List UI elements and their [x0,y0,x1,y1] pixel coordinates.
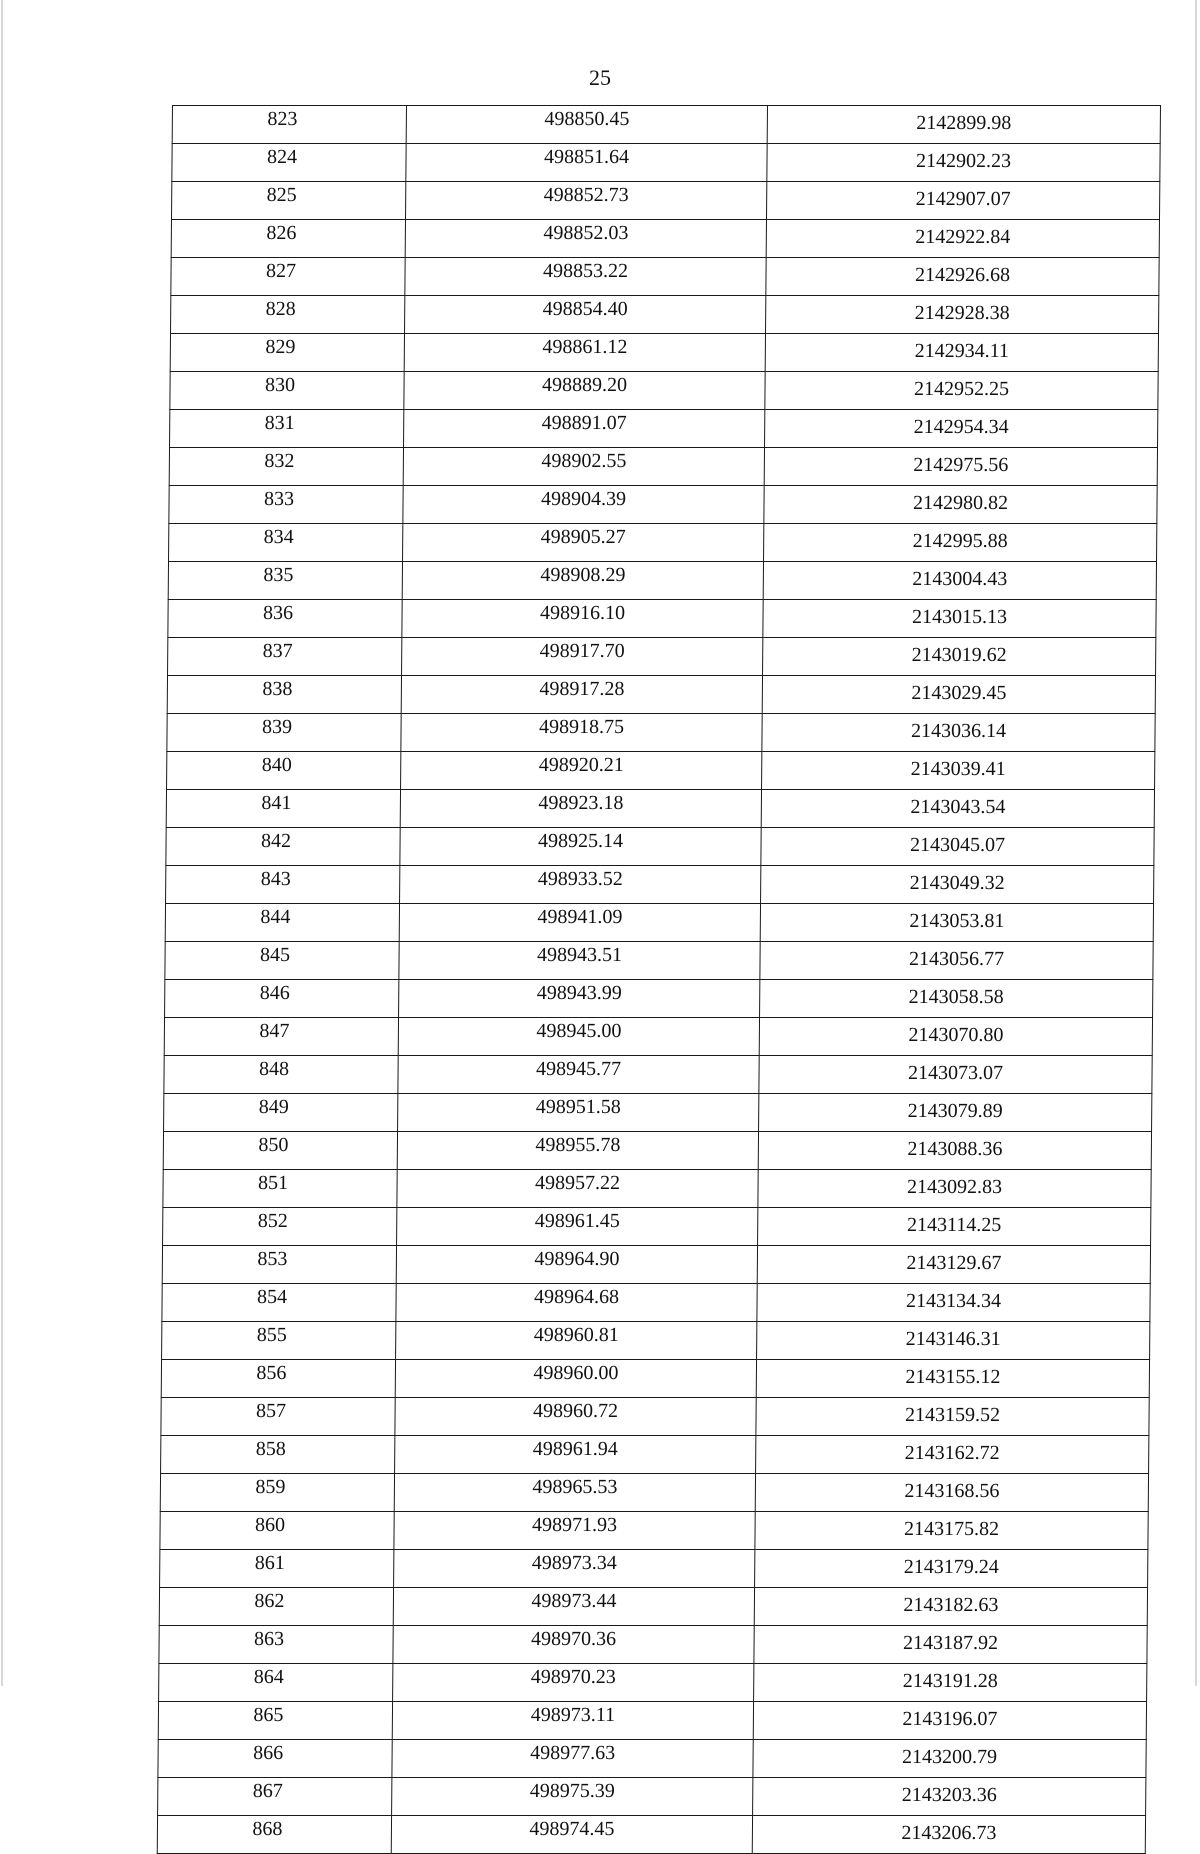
x-coordinate-cell: 498975.39 [392,1778,753,1816]
point-number-cell: 844 [165,904,399,942]
y-coordinate-cell: 2143070.80 [759,1018,1152,1056]
table-row [167,714,1155,752]
point-number-cell: 843 [166,866,400,904]
point-number-cell: 855 [162,1322,396,1360]
x-coordinate-cell: 498917.70 [402,638,763,676]
point-number-cell: 828 [171,296,405,334]
x-coordinate-cell: 498945.77 [398,1056,759,1094]
point-number-cell: 859 [160,1474,394,1512]
point-number-cell: 851 [163,1170,397,1208]
point-number-cell: 842 [166,828,400,866]
table-row [167,676,1155,714]
table-row [164,1018,1152,1056]
y-coordinate-cell: 2143056.77 [760,942,1153,980]
point-number-cell: 861 [160,1550,394,1588]
y-coordinate-cell: 2143206.73 [752,1816,1145,1854]
y-coordinate-cell: 2143129.67 [757,1246,1150,1284]
table-row [169,524,1157,562]
point-number-cell: 849 [164,1094,398,1132]
point-number-cell: 863 [159,1626,393,1664]
table-row [163,1170,1151,1208]
table-row [168,638,1156,676]
table-row [168,562,1156,600]
table-row [157,1816,1145,1854]
table-row [170,372,1158,410]
x-coordinate-cell: 498851.64 [406,144,767,182]
y-coordinate-cell: 2143114.25 [758,1208,1151,1246]
table-row [171,296,1159,334]
point-number-cell: 850 [163,1132,397,1170]
table-row [158,1702,1146,1740]
y-coordinate-cell: 2142954.34 [765,410,1158,448]
point-number-cell: 845 [165,942,399,980]
x-coordinate-cell: 498960.72 [395,1398,756,1436]
point-number-cell: 835 [168,562,402,600]
y-coordinate-cell: 2142899.98 [767,106,1160,144]
coordinate-table-body [157,106,1160,1854]
x-coordinate-cell: 498850.45 [406,106,767,144]
x-coordinate-cell: 498861.12 [404,334,765,372]
table-row [164,1094,1152,1132]
y-coordinate-cell: 2143058.58 [760,980,1153,1018]
point-number-cell: 866 [158,1740,392,1778]
y-coordinate-cell: 2143182.63 [754,1588,1147,1626]
x-coordinate-cell: 498964.90 [396,1246,757,1284]
table-row [158,1740,1146,1778]
table-row [161,1398,1149,1436]
point-number-cell: 868 [157,1816,391,1854]
table-row [164,1056,1152,1094]
y-coordinate-cell: 2142902.23 [767,144,1160,182]
y-coordinate-cell: 2143196.07 [753,1702,1146,1740]
x-coordinate-cell: 498960.81 [396,1322,757,1360]
y-coordinate-cell: 2143162.72 [756,1436,1149,1474]
y-coordinate-cell: 2143049.32 [761,866,1154,904]
point-number-cell: 846 [165,980,399,1018]
x-coordinate-cell: 498852.03 [405,220,766,258]
x-coordinate-cell: 498973.11 [392,1702,753,1740]
y-coordinate-cell: 2143159.52 [756,1398,1149,1436]
table-row [159,1664,1147,1702]
point-number-cell: 853 [162,1246,396,1284]
table-row [170,410,1158,448]
y-coordinate-cell: 2143015.13 [763,600,1156,638]
x-coordinate-cell: 498961.94 [395,1436,756,1474]
x-coordinate-cell: 498917.28 [401,676,762,714]
x-coordinate-cell: 498941.09 [399,904,760,942]
table-row [160,1474,1148,1512]
y-coordinate-cell: 2142934.11 [765,334,1158,372]
x-coordinate-cell: 498853.22 [405,258,766,296]
y-coordinate-cell: 2143019.62 [763,638,1156,676]
table-row [160,1550,1148,1588]
y-coordinate-cell: 2143036.14 [762,714,1155,752]
y-coordinate-cell: 2143045.07 [761,828,1154,866]
coordinate-table [157,105,1161,1854]
y-coordinate-cell: 2143155.12 [756,1360,1149,1398]
point-number-cell: 831 [170,410,404,448]
point-number-cell: 841 [166,790,400,828]
point-number-cell: 856 [161,1360,395,1398]
table-row [172,106,1160,144]
x-coordinate-cell: 498970.36 [393,1626,754,1664]
point-number-cell: 867 [158,1778,392,1816]
point-number-cell: 825 [172,182,406,220]
x-coordinate-cell: 498891.07 [404,410,765,448]
y-coordinate-cell: 2143146.31 [757,1322,1150,1360]
y-coordinate-cell: 2143053.81 [760,904,1153,942]
point-number-cell: 837 [168,638,402,676]
table-row [167,752,1155,790]
point-number-cell: 847 [164,1018,398,1056]
x-coordinate-cell: 498971.93 [394,1512,755,1550]
x-coordinate-cell: 498933.52 [400,866,761,904]
x-coordinate-cell: 498916.10 [402,600,763,638]
point-number-cell: 848 [164,1056,398,1094]
table-row [169,448,1157,486]
x-coordinate-cell: 498925.14 [400,828,761,866]
point-number-cell: 854 [162,1284,396,1322]
point-number-cell: 824 [172,144,406,182]
x-coordinate-cell: 498957.22 [397,1170,758,1208]
scan-edge-left [1,0,3,1686]
table-row [166,790,1154,828]
x-coordinate-cell: 498965.53 [394,1474,755,1512]
y-coordinate-cell: 2143203.36 [753,1778,1146,1816]
table-row [172,144,1160,182]
y-coordinate-cell: 2143079.89 [759,1094,1152,1132]
y-coordinate-cell: 2143039.41 [762,752,1155,790]
scan-edge-right [1195,0,1197,1686]
x-coordinate-cell: 498908.29 [402,562,763,600]
x-coordinate-cell: 498951.58 [398,1094,759,1132]
table-row [171,220,1159,258]
x-coordinate-cell: 498977.63 [392,1740,753,1778]
table-row [161,1360,1149,1398]
table-row [159,1626,1147,1664]
y-coordinate-cell: 2143175.82 [755,1512,1148,1550]
y-coordinate-cell: 2143134.34 [757,1284,1150,1322]
point-number-cell: 840 [167,752,401,790]
point-number-cell: 864 [159,1664,393,1702]
y-coordinate-cell: 2143004.43 [763,562,1156,600]
y-coordinate-cell: 2143073.07 [759,1056,1152,1094]
y-coordinate-cell: 2143187.92 [754,1626,1147,1664]
table-row [161,1436,1149,1474]
x-coordinate-cell: 498923.18 [400,790,761,828]
point-number-cell: 834 [169,524,403,562]
x-coordinate-cell: 498973.44 [393,1588,754,1626]
point-number-cell: 829 [170,334,404,372]
point-number-cell: 857 [161,1398,395,1436]
x-coordinate-cell: 498945.00 [398,1018,759,1056]
point-number-cell: 858 [161,1436,395,1474]
y-coordinate-cell: 2143200.79 [753,1740,1146,1778]
point-number-cell: 852 [163,1208,397,1246]
table-row [165,904,1153,942]
point-number-cell: 832 [169,448,403,486]
table-row [166,866,1154,904]
y-coordinate-cell: 2142922.84 [766,220,1159,258]
table-row [168,600,1156,638]
table-row [166,828,1154,866]
x-coordinate-cell: 498904.39 [403,486,764,524]
point-number-cell: 826 [171,220,405,258]
y-coordinate-cell: 2143168.56 [755,1474,1148,1512]
y-coordinate-cell: 2142907.07 [767,182,1160,220]
table-row [170,334,1158,372]
x-coordinate-cell: 498920.21 [401,752,762,790]
x-coordinate-cell: 498905.27 [403,524,764,562]
table-row [158,1778,1146,1816]
y-coordinate-cell: 2142928.38 [766,296,1159,334]
x-coordinate-cell: 498970.23 [393,1664,754,1702]
x-coordinate-cell: 498918.75 [401,714,762,752]
table-row [165,980,1153,1018]
point-number-cell: 860 [160,1512,394,1550]
x-coordinate-cell: 498974.45 [391,1816,752,1854]
x-coordinate-cell: 498964.68 [396,1284,757,1322]
table-row [171,258,1159,296]
y-coordinate-cell: 2143092.83 [758,1170,1151,1208]
x-coordinate-cell: 498852.73 [406,182,767,220]
point-number-cell: 839 [167,714,401,752]
point-number-cell: 827 [171,258,405,296]
y-coordinate-cell: 2142926.68 [766,258,1159,296]
x-coordinate-cell: 498960.00 [395,1360,756,1398]
x-coordinate-cell: 498889.20 [404,372,765,410]
x-coordinate-cell: 498955.78 [397,1132,758,1170]
y-coordinate-cell: 2143179.24 [755,1550,1148,1588]
point-number-cell: 862 [159,1588,393,1626]
y-coordinate-cell: 2143191.28 [754,1664,1147,1702]
x-coordinate-cell: 498961.45 [397,1208,758,1246]
table-row [169,486,1157,524]
table-row [165,942,1153,980]
table-row [162,1322,1150,1360]
x-coordinate-cell: 498902.55 [403,448,764,486]
y-coordinate-cell: 2143029.45 [762,676,1155,714]
y-coordinate-cell: 2142995.88 [764,524,1157,562]
y-coordinate-cell: 2143043.54 [761,790,1154,828]
point-number-cell: 836 [168,600,402,638]
x-coordinate-cell: 498973.34 [394,1550,755,1588]
table-row [160,1512,1148,1550]
point-number-cell: 830 [170,372,404,410]
x-coordinate-cell: 498943.99 [399,980,760,1018]
table-row [163,1208,1151,1246]
y-coordinate-cell: 2142980.82 [764,486,1157,524]
point-number-cell: 865 [158,1702,392,1740]
point-number-cell: 838 [167,676,401,714]
page-number: 25 [589,65,611,90]
y-coordinate-cell: 2142975.56 [764,448,1157,486]
point-number-cell: 833 [169,486,403,524]
x-coordinate-cell: 498854.40 [405,296,766,334]
table-row [159,1588,1147,1626]
y-coordinate-cell: 2143088.36 [758,1132,1151,1170]
y-coordinate-cell: 2142952.25 [765,372,1158,410]
table-row [162,1284,1150,1322]
table-row [163,1132,1151,1170]
table-row [162,1246,1150,1284]
x-coordinate-cell: 498943.51 [399,942,760,980]
table-row [172,182,1160,220]
point-number-cell: 823 [172,106,406,144]
